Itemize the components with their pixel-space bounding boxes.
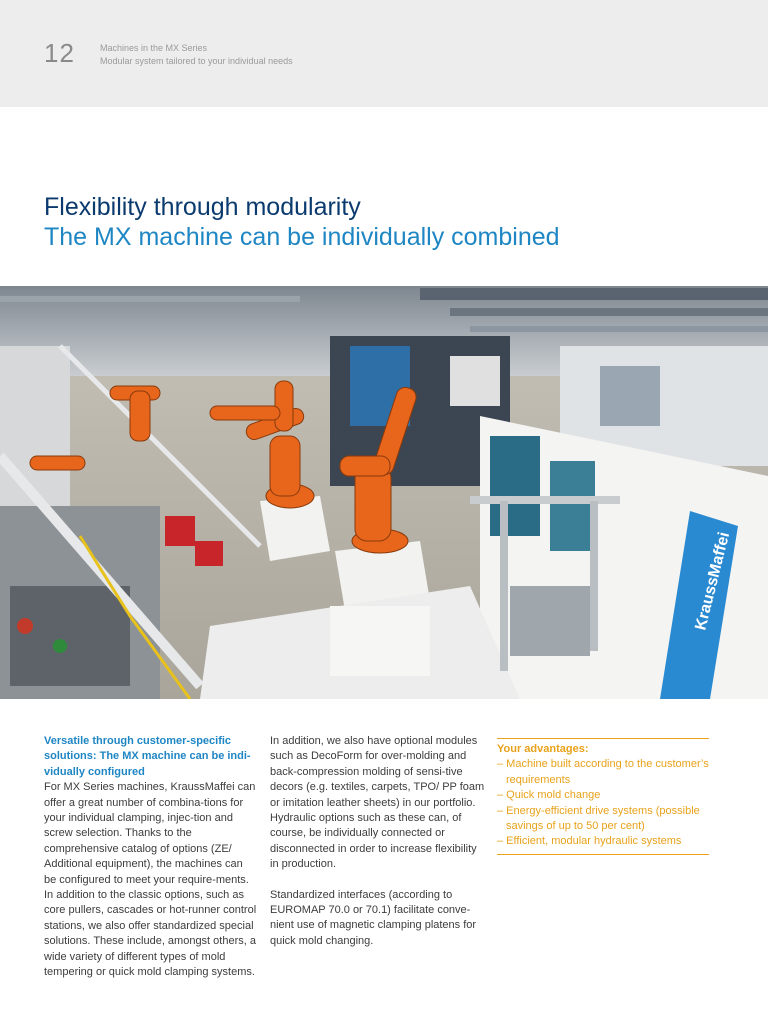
advantage-item: – Quick mold change [497, 789, 601, 802]
column-1-lead: Versatile through customer-specific solutions: The MX machine can be indi-vidually configured [44, 735, 251, 778]
column-2 [270, 734, 488, 964]
column-2-paragraph-1: In addition, we also have optional modules such as DecoForm for over-molding and back-compression molding of sensi-tive decors (e.g. textiles, carpets, TPO/ PP foam or imitation leather sheets) in our portfolio. Hydraulic options such as these can, of course, be individually connected or disconnected in order to increase flexibility in production. [270, 735, 485, 871]
column-1-body: For MX Series machines, KraussMaffei can offer a great number of combina-tions for your individual clamping, injec-tion and screw selection. Thanks to the comprehensive catalog of options (ZE/ Additional equipment), the machines can be configured to meet your require-ments. In addition to the classic options, such as core pullers, cascades or hot-runner control stations, we also offer standardized special solutions. These include, amongst others, a wide variety of different types of mold tempering or quick mold clamping systems. [44, 781, 257, 979]
page-subtitle: The MX machine can be individually combined [44, 223, 560, 251]
running-header-line-2: Modular system tailored to your individual needs [100, 56, 293, 66]
advantages-title: Your advantages: [497, 743, 589, 755]
page-title: Flexibility through modularity [44, 193, 361, 221]
advantages-box [497, 738, 709, 855]
page-header [0, 0, 768, 107]
advantage-item: – Machine built according to the customer’s requirements [497, 758, 709, 786]
brand-sign-text: KraussMaffei [692, 530, 734, 632]
advantage-item: – Energy-efficient drive systems (possible savings of up to 50 per cent) [497, 804, 700, 833]
page-number: 12 [44, 38, 75, 68]
advantage-item: – Efficient, modular hydraulic systems [497, 835, 682, 848]
factory-photo [0, 286, 768, 699]
column-2-paragraph-2: Standardized interfaces (according to EUROMAP 70.0 or 70.1) facilitate conve-nient use of magnetic clamping platens for quick mold changing. [270, 888, 477, 947]
running-header [100, 42, 293, 68]
running-header-line-1: Machines in the MX Series [100, 43, 208, 53]
column-1 [44, 734, 258, 981]
